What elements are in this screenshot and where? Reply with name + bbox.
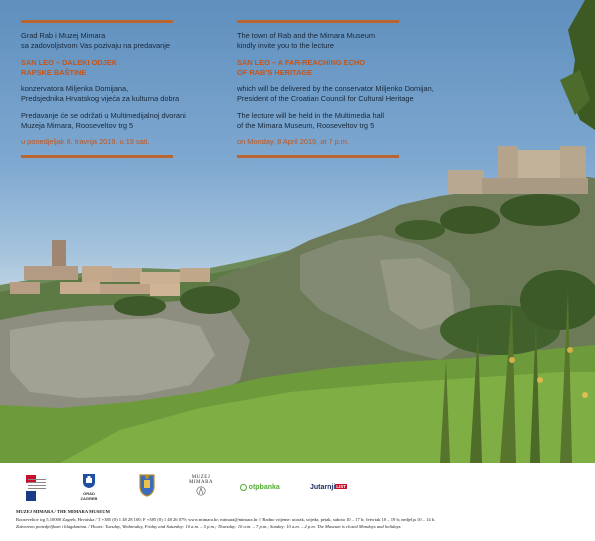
lecture-date: u ponedjeljak 8. travnja 2019. u 19 sati. [21,137,150,147]
rab-crest-icon [136,473,158,497]
speaker-line-1: konzervatora Miljenka Domijana, [21,84,129,94]
lecture-title-line-1: SAN LEO – A FAR-REACHING ECHO [237,57,365,67]
footer-contact-hours: Rooseveltov trg 5,10000 Zagreb, Hrvatska / T +385 (0) 1 48 28 100; F +385 (0) 1 48 26 079; www.mimara.hr; mimara@mimara.hr // Radno vrijeme: utorak, srijeda, petak, subota 10 – 17 h; četvrtak 10 – 19 h; nedjelja 10 – 14 h. [16,517,436,522]
intro-line-1: The town of Rab and the Mimara Museum [237,31,376,40]
mimara-emblem-icon [196,485,206,497]
speaker-line-2: Predsjednika Hrvatskog vijeća za kulturna dobra [21,94,180,104]
footer-museum-name: MUZEJ MIMARA / THE MIMARA MUSEUM [16,509,110,514]
intro-line-2: kindly invite you to the lecture [237,41,334,51]
venue-line-1: Predavanje će se održati u Multimedijalnoj dvorani [21,110,186,120]
otp-banka-logo [240,484,296,491]
lecture-date: on Monday, 8 April 2019, at 7 p.m. [237,137,350,147]
footer [0,463,595,541]
lecture-title-line-1: SAN LEO – DALEKI ODJEK [21,57,118,67]
venue-line-2: of the Mimara Museum, Rooseveltov trg 5 [237,121,375,131]
rab-coat-of-arms-logo [134,473,160,499]
lecture-title-line-2: OF RAB’S HERITAGE [237,67,313,77]
accent-rule [237,155,399,158]
sponsor-logos [0,473,595,507]
venue-line-2: Muzeja Mimara, Rooseveltov trg 5 [21,121,134,131]
otp-circle-icon [240,484,247,491]
speaker-line-2: President of the Croatian Council for Cultural Heritage [237,94,414,104]
jutarnji-list-logo [310,484,360,491]
speaker-line-1: which will be delivered by the conservator Miljenko Domijan, [237,84,434,94]
venue-line-1: The lecture will be held in the Multimedia hall [237,110,385,120]
ministry-of-culture-logo [16,475,46,501]
otp-banka-label: otpbanka [248,484,280,491]
croatian-invitation-column [21,20,221,158]
grad-zagreb-label: GRAD ZAGREB [80,491,98,501]
zagreb-coat-of-arms-icon [82,473,96,489]
mimara-label: MIMARA [188,480,214,485]
footer-closing-note: Zatvoreno ponedjeljkom i blagdanima. / Hours: Tuesday, Wednesday, Friday and Saturday: 10 a.m. – 5 p.m.; Thursday: 10 a.m. – 7 p.m.; Sunday: 10 a.m. – 2 p.m. The Museum is closed Mondays and holidays. [16,524,402,529]
intro-line-1: Grad Rab i Muzej Mimara [21,31,106,40]
english-invitation-column [237,20,487,158]
lecture-title-line-2: RAPSKE BAŠTINE [21,67,87,77]
accent-rule [21,155,173,158]
grad-zagreb-logo [76,473,102,501]
muzej-mimara-logo [186,475,216,499]
jutarnji-label: Jutarnji [310,484,336,491]
muzej-label: MUZEJ [191,475,211,480]
intro-line-2: sa zadovoljstvom Vas pozivaju na predavanje [21,41,170,51]
list-label: LIST [336,484,347,489]
